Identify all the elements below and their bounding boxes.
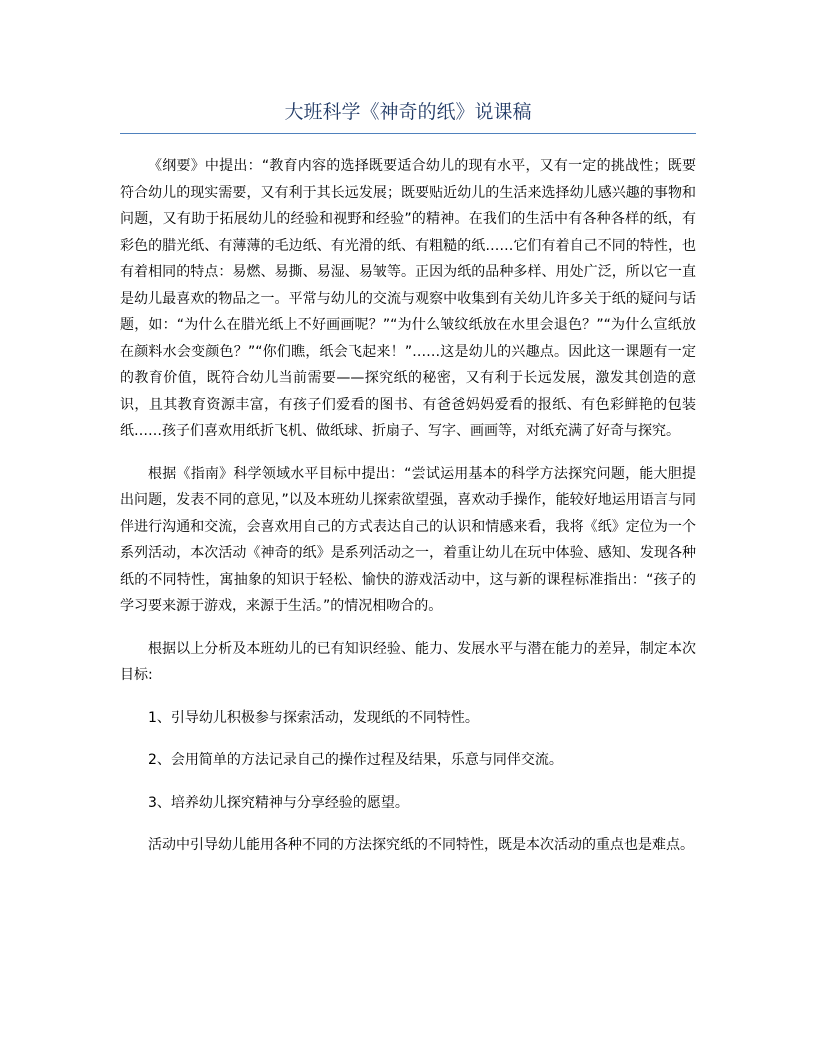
- title-divider: [120, 133, 696, 134]
- paragraph-key-point: 活动中引导幼儿能用各种不同的方法探究纸的不同特性，既是本次活动的重点也是难点。: [148, 837, 694, 853]
- paragraph-intro: 《纲要》中提出：“教育内容的选择既要适合幼儿的现有水平，又有一定的挑战性；既要符合幼儿的现实需要，又有利于其长远发展；既要贴近幼儿的生活来选择幼儿感兴趣的事物和问题，又有助于拓展幼儿的经验和视野和经验”的精神。在我们的生活中有各种各样的纸，有彩色的腊光纸、有薄薄的毛边纸、有光滑的纸、有粗糙的纸……它们有着自己不同的特性，也有着相同的特点：易燃、易撕、易湿、易皱等。正因为纸的品种多样、用处广泛，所以它一直是幼儿最喜欢的物品之一。平常与幼儿的交流与观察中收集到有关幼儿许多关于纸的疑问与话题，如：“为什么在腊光纸上不好画画呢？”“为什么皱纹纸放在水里会退色？”“为什么宣纸放在颜料水会变颜色？”“你们瞧，纸会飞起来！”……这是幼儿的兴趣点。因此这一课题有一定的教育价值，既符合幼儿当前需要——探究纸的秘密，又有利于长远发展，激发其创造的意识，且其教育资源丰富，有孩子们爱看的图书、有爸爸妈妈爱看的报纸、有色彩鲜艳的包装纸……孩子们喜欢用纸折飞机、做纸球、折扇子、写字、画画等，对纸充满了好奇与探究。: [120, 158, 696, 439]
- goal-item-2: 2、会用简单的方法记录自己的操作过程及结果，乐意与同伴交流。: [148, 752, 563, 768]
- document-body: [120, 153, 696, 875]
- paragraph-goals-intro: 根据以上分析及本班幼儿的已有知识经验、能力、发展水平与潜在能力的差异，制定本次目标:: [120, 640, 696, 683]
- paragraph-guideline: 根据《指南》科学领域水平目标中提出：“尝试运用基本的科学方法探究问题，能大胆提出问题，发表不同的意见，”以及本班幼儿探索欲望强，喜欢动手操作，能较好地运用语言与同伴进行沟通和交流，会喜欢用自己的方式表达自己的认识和情感来看，我将《纸》定位为一个系列活动，本次活动《神奇的纸》是系列活动之一，着重让幼儿在玩中体验、感知、发现各种纸的不同特性，寓抽象的知识于轻松、愉快的游戏活动中，这与新的课程标准指出：“孩子的学习要来源于游戏，来源于生活。”的情况相吻合的。: [120, 465, 696, 614]
- goal-item-3: 3、培养幼儿探究精神与分享经验的愿望。: [148, 794, 409, 811]
- goal-item-1: 1、引导幼儿积极参与探索活动，发现纸的不同特性。: [148, 709, 479, 726]
- document-title: 大班科学《神奇的纸》说课稿: [284, 101, 532, 123]
